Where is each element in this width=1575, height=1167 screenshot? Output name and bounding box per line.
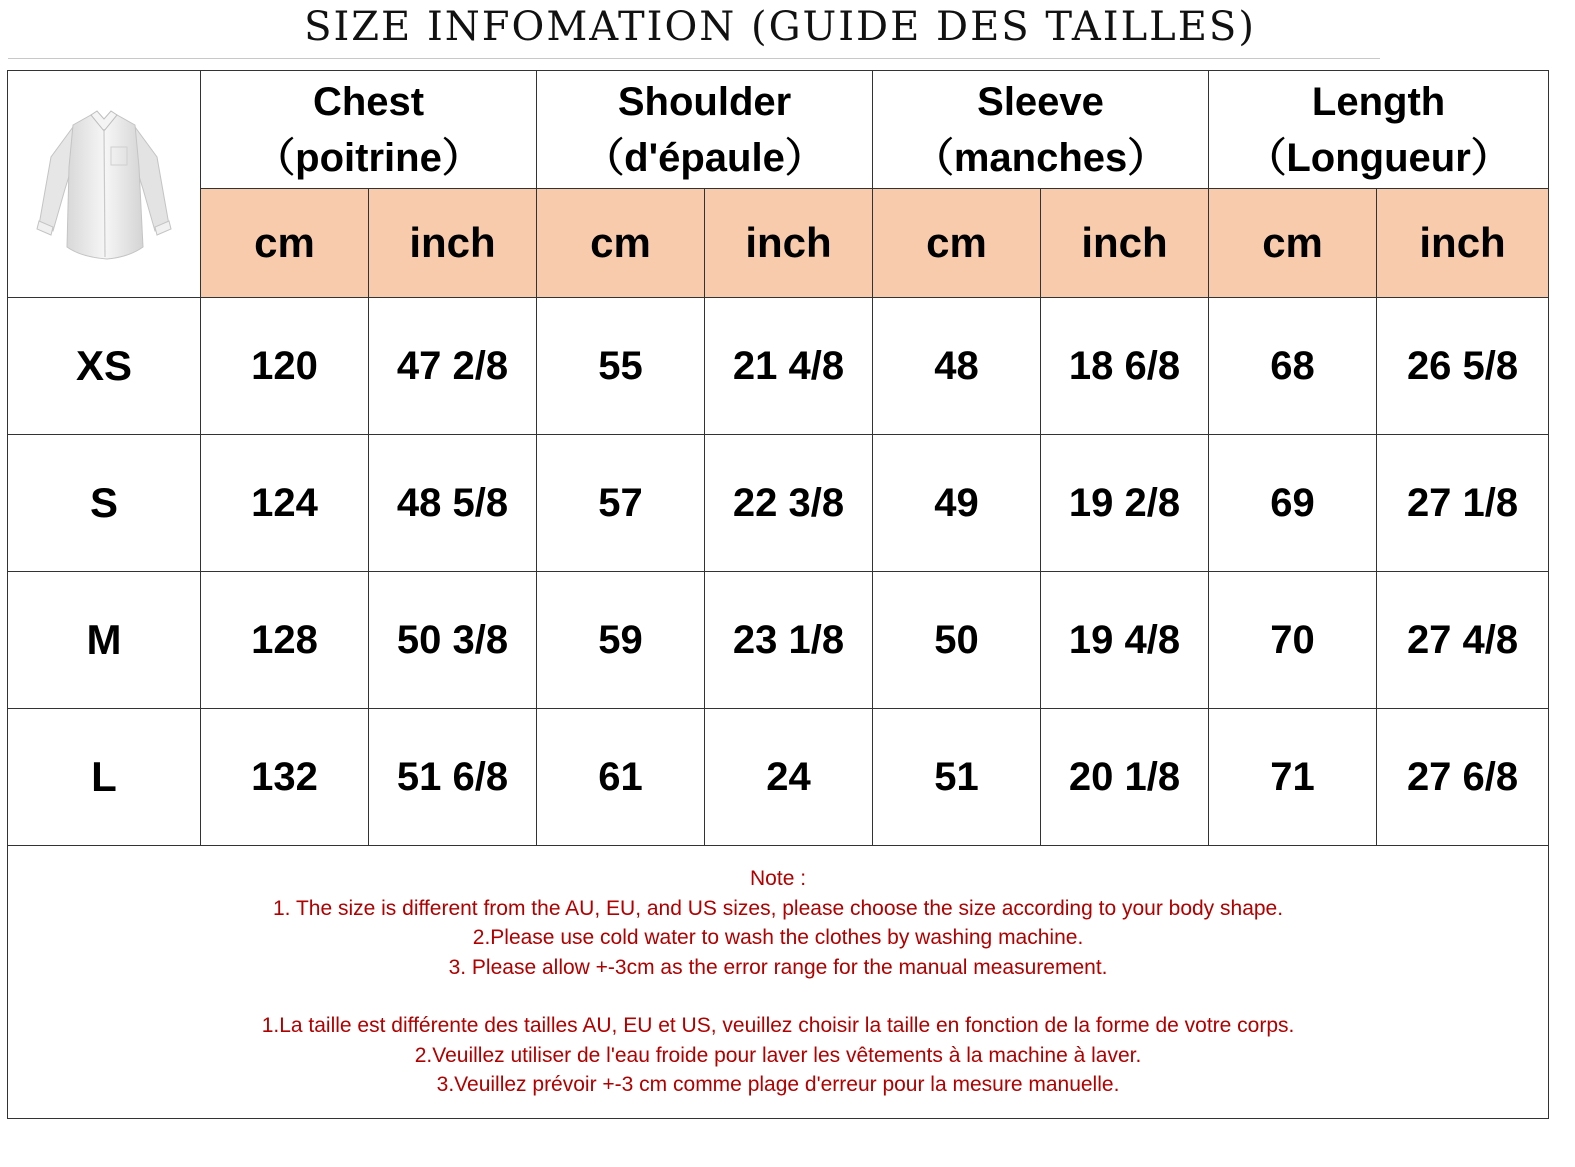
table-cell: 55 [537,298,705,435]
unit-header-inch: inch [1377,189,1549,298]
table-cell: 50 3/8 [369,572,537,709]
unit-header-cm: cm [1209,189,1377,298]
table-cell: 24 [705,709,873,846]
table-cell: 59 [537,572,705,709]
table-cell: 61 [537,709,705,846]
table-cell: 70 [1209,572,1377,709]
table-cell: 23 1/8 [705,572,873,709]
table-cell: 47 2/8 [369,298,537,435]
table-cell: 120 [201,298,369,435]
table-cell: 26 5/8 [1377,298,1549,435]
table-cell: 57 [537,435,705,572]
table-row [8,298,1549,435]
table-row [8,709,1549,846]
column-subname: （poitrine） [255,135,482,180]
column-name: Chest [312,79,425,124]
size-chart-table [7,70,1549,1119]
title-divider [8,58,1380,59]
note-line-en-1: 1. The size is different from the AU, EU, and US sizes, please choose the size according to your body shape. [272,896,1284,920]
column-name: Sleeve [977,79,1104,124]
table-cell: 68 [1209,298,1377,435]
column-header-shoulder [537,71,873,189]
column-subname: （Longueur） [1246,135,1511,180]
size-label: S [8,435,201,572]
column-header-chest [201,71,537,189]
table-row [8,572,1549,709]
table-cell: 21 4/8 [705,298,873,435]
table-cell: 69 [1209,435,1377,572]
size-label: XS [8,298,201,435]
notes-section [8,846,1549,1119]
note-line-fr-2: 2.Veuillez utiliser de l'eau froide pour laver les vêtements à la machine à laver. [414,1043,1142,1067]
column-header-length [1209,71,1549,189]
table-cell: 51 [873,709,1041,846]
unit-header-cm: cm [537,189,705,298]
column-subname: （manches） [913,135,1168,180]
table-cell: 124 [201,435,369,572]
table-cell: 19 4/8 [1041,572,1209,709]
column-subname: （d'épaule） [584,135,825,180]
unit-header-cm: cm [201,189,369,298]
unit-header-inch: inch [1041,189,1209,298]
table-cell: 50 [873,572,1041,709]
table-cell: 132 [201,709,369,846]
note-label: Note : [750,867,807,891]
table-cell: 128 [201,572,369,709]
table-cell: 18 6/8 [1041,298,1209,435]
note-spacer [8,982,1548,1011]
size-label: M [8,572,201,709]
table-cell: 48 5/8 [369,435,537,572]
unit-header-inch: inch [705,189,873,298]
note-line-en-2: 2.Please use cold water to wash the clothes by washing machine. [472,926,1084,950]
column-name: Length [1311,79,1446,124]
column-header-sleeve [873,71,1209,189]
note-line-en-3: 3. Please allow +-3cm as the error range for the manual measurement. [448,955,1108,979]
page-title: SIZE INFOMATION (GUIDE DES TAILLES) [304,4,1256,50]
table-cell: 27 4/8 [1377,572,1549,709]
unit-header-inch: inch [369,189,537,298]
note-line-fr-3: 3.Veuillez prévoir +-3 cm comme plage d'erreur pour la mesure manuelle. [436,1073,1120,1097]
table-cell: 51 6/8 [369,709,537,846]
table-cell: 71 [1209,709,1377,846]
table-cell: 49 [873,435,1041,572]
column-name: Shoulder [617,79,792,124]
table-cell: 19 2/8 [1041,435,1209,572]
table-cell: 48 [873,298,1041,435]
white-shirt-icon [29,97,179,272]
unit-header-cm: cm [873,189,1041,298]
table-row [8,435,1549,572]
size-label: L [8,709,201,846]
table-cell: 27 6/8 [1377,709,1549,846]
product-photo-cell [8,71,201,298]
table-cell: 20 1/8 [1041,709,1209,846]
note-line-fr-1: 1.La taille est différente des tailles AU, EU et US, veuillez choisir la taille en fonction de la forme de votre corps. [261,1014,1295,1038]
table-cell: 22 3/8 [705,435,873,572]
table-cell: 27 1/8 [1377,435,1549,572]
